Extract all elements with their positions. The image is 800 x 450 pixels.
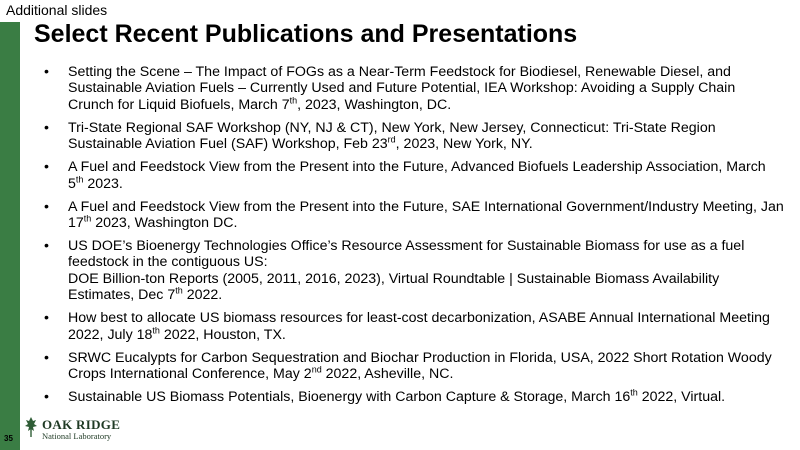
superscript-text: th: [289, 95, 298, 106]
superscript-text: nd: [311, 364, 322, 375]
publication-text: A Fuel and Feedstock View from the Present into the Future, Advanced Biofuels Leadership Association, March 5: [68, 159, 766, 192]
bullet-icon: •: [44, 238, 49, 255]
section-label: Additional slides: [6, 2, 108, 18]
page-number: 35: [4, 434, 13, 443]
bullet-icon: •: [44, 159, 49, 176]
publication-item: [44, 199, 784, 232]
slide-title: Select Recent Publications and Presentations: [34, 20, 578, 48]
bullet-icon: •: [44, 349, 49, 366]
accent-side-bar: [0, 22, 20, 450]
publication-text: , 2023, New York, NY.: [395, 136, 533, 153]
publication-text: DOE Billion-ton Reports (2005, 2011, 2016, 2023), Virtual Roundtable | Sustainable Biomass Availability Estimates, Dec 7: [68, 270, 720, 304]
publication-text: 2022, Asheville, NC.: [321, 366, 454, 383]
publication-list: [44, 64, 784, 412]
publication-text: 2022, Virtual.: [637, 389, 726, 406]
publication-text: 2023, Washington DC.: [91, 215, 238, 232]
publication-text: SRWC Eucalypts for Carbon Sequestration and Biochar Production in Florida, USA, 2022 Short Rotation Woody Crops International Conference, May 2: [68, 349, 772, 383]
logo-line-2: National Laboratory: [42, 430, 112, 441]
superscript-text: th: [175, 285, 183, 296]
publication-text: Sustainable US Biomass Potentials, Bioenergy with Carbon Capture & Storage, March 16: [68, 389, 631, 406]
superscript-text: th: [630, 387, 638, 398]
bullet-icon: •: [44, 64, 49, 80]
publication-item: [44, 310, 784, 343]
publication-item: [44, 64, 784, 113]
publication-text: Setting the Scene – The Impact of FOGs as a Near-Term Feedstock for Biodiesel, Renewable Diesel, and Sustainable Aviation Fuels – Currently Used and Future Potential, IEA Workshop: Avoiding a Supply Chain Crunch for Liquid Biofuels, March 7: [68, 64, 736, 113]
bullet-icon: •: [44, 310, 49, 327]
bullet-icon: •: [44, 198, 49, 215]
publication-text: 2022.: [182, 287, 223, 304]
publication-text: A Fuel and Feedstock View from the Present into the Future, SAE International Government/Industry Meeting, Jan 17: [68, 198, 784, 232]
superscript-text: th: [75, 173, 84, 184]
publication-item: [44, 120, 784, 153]
superscript-text: rd: [387, 134, 396, 145]
bullet-icon: •: [44, 389, 49, 406]
publication-item: [44, 350, 784, 383]
publication-text: 2023.: [83, 175, 123, 192]
publication-text: , 2023, Washington, DC.: [297, 96, 452, 113]
superscript-text: th: [152, 324, 160, 335]
superscript-text: th: [83, 213, 92, 224]
logo-line-1: OAK RIDGE: [42, 416, 121, 432]
leaf-icon: [24, 416, 38, 443]
publication-text: 2022, Houston, TX.: [159, 326, 286, 343]
ornl-logo: [24, 414, 120, 444]
publication-text: How best to allocate US biomass resources for least-cost decarbonization, ASABE Annual International Meeting 2022, July 18: [68, 310, 770, 343]
publication-text: US DOE’s Bioenergy Technologies Office’s Resource Assessment for Sustainable Biomass for use as a fuel feedstock in the contiguous US:: [68, 238, 745, 271]
publication-text: Tri-State Regional SAF Workshop (NY, NJ & CT), New York, New Jersey, Connecticut: Tri-State Region Sustainable Aviation Fuel (SAF) Workshop, Feb 23: [68, 119, 716, 153]
bullet-icon: •: [44, 119, 49, 136]
publication-item: [44, 238, 784, 304]
publication-item: [44, 159, 784, 192]
publication-item: [44, 389, 784, 405]
